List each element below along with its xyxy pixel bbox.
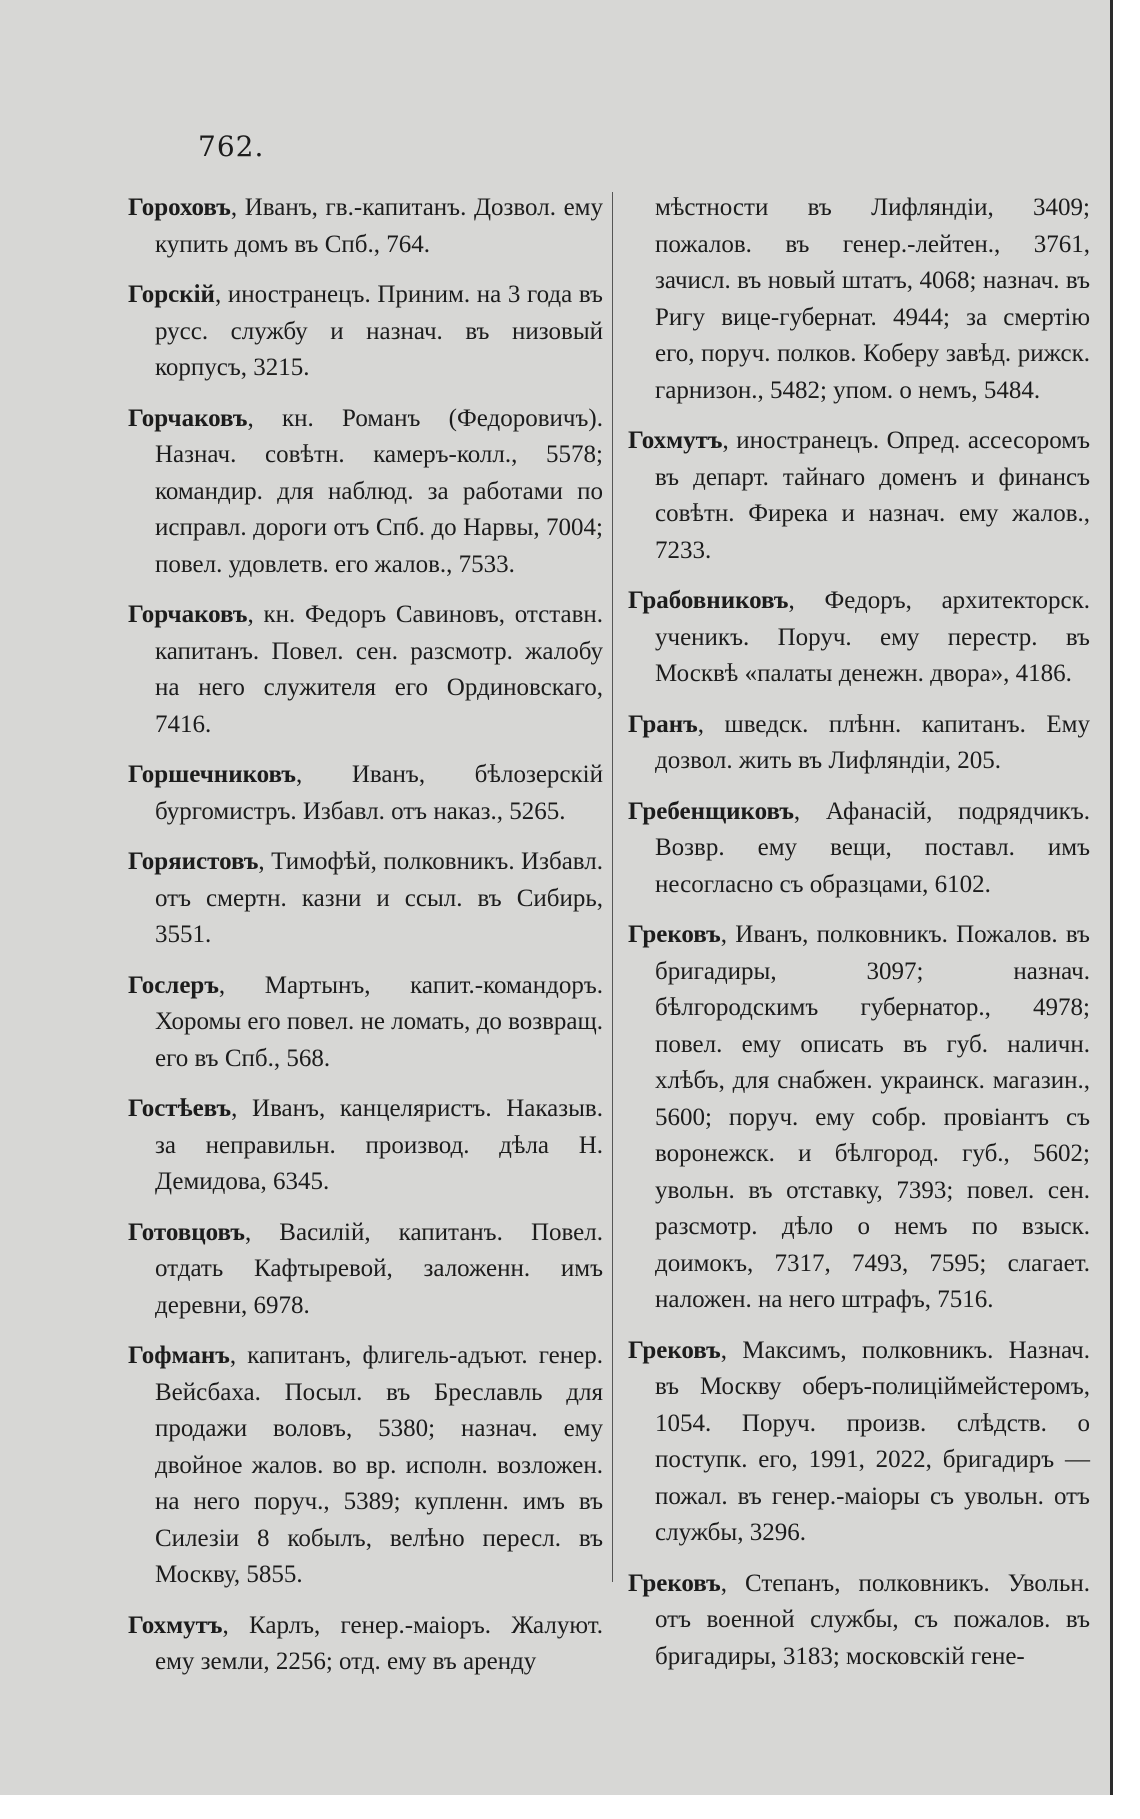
entry-name: Горчаковъ (128, 601, 248, 628)
entry-name: Грековъ (628, 1569, 721, 1597)
entry-text: мѣстности въ Лифляндіи, 3409; пожалов. въ генер.-лейтен., 3761, зачисл. въ новый штатъ, 4068; назнач. въ Ригу вице-губернат. 4944; за смертію его, поруч. полков. Коберу завѣд. рижск. гарнизон., 5482; упом. о немъ, 5484. (655, 194, 1090, 404)
entry-name: Горяистовъ (128, 848, 259, 875)
entry-text: , Мартынъ, капит.-командоръ. Хоромы его повел. не ломать, до возвращ. его въ Спб., 568. (155, 971, 603, 1072)
entry-name: Гохмутъ (628, 427, 723, 454)
entry-name: Гостѣевъ (128, 1095, 232, 1122)
entry-text: , Максимъ, полковникъ. Назнач. въ Москву оберъ-полицiймейстеромъ, 1054. Поруч. произв. слѣдств. о поступк. его, 1991, 2022, бригадиръ — пожал. въ генер.-маіоры съ увольн. отъ службы, 3296. (655, 1336, 1090, 1546)
index-entry (128, 1215, 603, 1325)
index-entry (128, 277, 603, 387)
entry-text: , Степанъ, полковникъ. Увольн. отъ военной службы, съ пожалов. въ бригадиры, 3183; московскій гене- (655, 1569, 1090, 1670)
entry-text: , иностранецъ. Приним. на 3 года въ русс. службу и назнач. въ низовый корпусъ, 3215. (155, 281, 603, 381)
entry-name: Гороховъ (128, 194, 231, 221)
entry-name: Грабовниковъ (628, 587, 789, 614)
entry-text: , Василій, капитанъ. Повел. отдать Кафтыревой, заложенн. имъ деревни, 6978. (155, 1218, 603, 1319)
entry-name: Гранъ (628, 710, 698, 738)
entry-name: Горчаковъ (128, 404, 248, 432)
left-column (128, 190, 603, 1695)
entry-text: , Иванъ, полковникъ. Пожалов. въ бригадиры, 3097; назнач. бѣлгородскимъ губернатор., 4978; повел. ему описать въ губ. наличн. хлѣбъ, для снабжен. украинск. магазин., 5600; поруч. ему собр. провіантъ съ воронежск. и бѣлгород. губ., 5602; увольн. въ отставку, 7393; повел. сен. разсмотр. дѣло о немъ по взыск. доимокъ, 7317, 7493, 7595; слагает. наложен. на него штрафъ, 7516. (655, 921, 1090, 1313)
index-entry (128, 1091, 603, 1201)
entry-text: , Федоръ, архитекторск. ученикъ. Поруч. ему перестр. въ Москвѣ «палаты денежн. двора», 4186. (655, 587, 1090, 687)
index-entry (128, 757, 603, 830)
index-entry (128, 597, 603, 743)
entry-text: , Тимофѣй, полковникъ. Избавл. отъ смертн. казни и ссыл. въ Сибирь, 3551. (155, 848, 603, 948)
right-column (628, 190, 1090, 1689)
entry-text: , кн. Федоръ Савиновъ, отставн. капитанъ. Повел. сен. разсмотр. жалобу на него служителя его Ординовскаго, 7416. (155, 601, 603, 738)
index-entry (128, 1608, 603, 1681)
entry-name: Горскій (128, 281, 215, 308)
entry-name: Гослеръ (128, 971, 219, 999)
entry-name: Грековъ (628, 921, 721, 948)
entry-name: Гофманъ (128, 1342, 230, 1369)
entry-text: , Иванъ, бѣлозерскій бургомистръ. Избавл. отъ наказ., 5265. (155, 761, 603, 825)
entry-text: , Карлъ, генер.-маіоръ. Жалуют. ему земли, 2256; отд. ему въ аренду (155, 1611, 603, 1675)
entry-text: , иностранецъ. Опред. ассесоромъ въ департ. тайнаго доменъ и финансъ совѣтн. Фирека и назнач. ему жалов., 7233. (655, 427, 1090, 564)
index-entry (628, 1566, 1090, 1676)
index-entry (128, 844, 603, 954)
index-entry (128, 401, 603, 584)
index-entry (628, 1333, 1090, 1552)
page-number: 762. (198, 130, 265, 163)
index-entry (628, 917, 1090, 1319)
entry-name: Гребенщиковъ (628, 797, 794, 825)
entry-name: Горшечниковъ (128, 761, 297, 788)
entry-text: , капитанъ, флигель-адъют. генер. Вейсбаха. Посыл. въ Бреславль для продажи воловъ, 5380; назнач. ему двойное жалов. во вр. исполн. возложен. на него поруч., 5389; купленн. имъ въ Силезіи 8 кобылъ, велѣно пересл. въ Москву, 5855. (155, 1342, 603, 1588)
index-entry (128, 190, 603, 263)
index-entry (628, 794, 1090, 904)
column-divider (612, 192, 613, 1582)
entry-name: Гохмутъ (128, 1611, 223, 1639)
entry-text: , шведск. плѣнн. капитанъ. Ему дозвол. жить въ Лифляндіи, 205. (655, 710, 1090, 774)
index-entry (628, 583, 1090, 693)
entry-name: Грековъ (628, 1336, 721, 1364)
index-entry (128, 1338, 603, 1594)
entry-text: , Афанасій, подрядчикъ. Возвр. ему вещи, поставл. имъ несогласно съ образцами, 6102. (655, 797, 1090, 898)
entry-text: , Иванъ, гв.-капитанъ. Дозвол. ему купить домъ въ Спб., 764. (155, 194, 603, 258)
entry-name: Готовцовъ (128, 1218, 245, 1246)
index-entry (628, 707, 1090, 780)
entry-text: , кн. Романъ (Федоровичъ). Назнач. совѣтн. камеръ-колл., 5578; командир. для наблюд. за работами по исправл. дороги отъ Спб. до Нарвы, 7004; повел. удовлетв. его жалов., 7533. (155, 404, 603, 578)
index-entry-continuation (628, 190, 1090, 409)
index-entry (128, 968, 603, 1078)
index-entry (628, 423, 1090, 569)
entry-text: , Иванъ, канцеляристъ. Наказыв. за неправильн. производ. дѣла Н. Демидова, 6345. (155, 1095, 603, 1195)
